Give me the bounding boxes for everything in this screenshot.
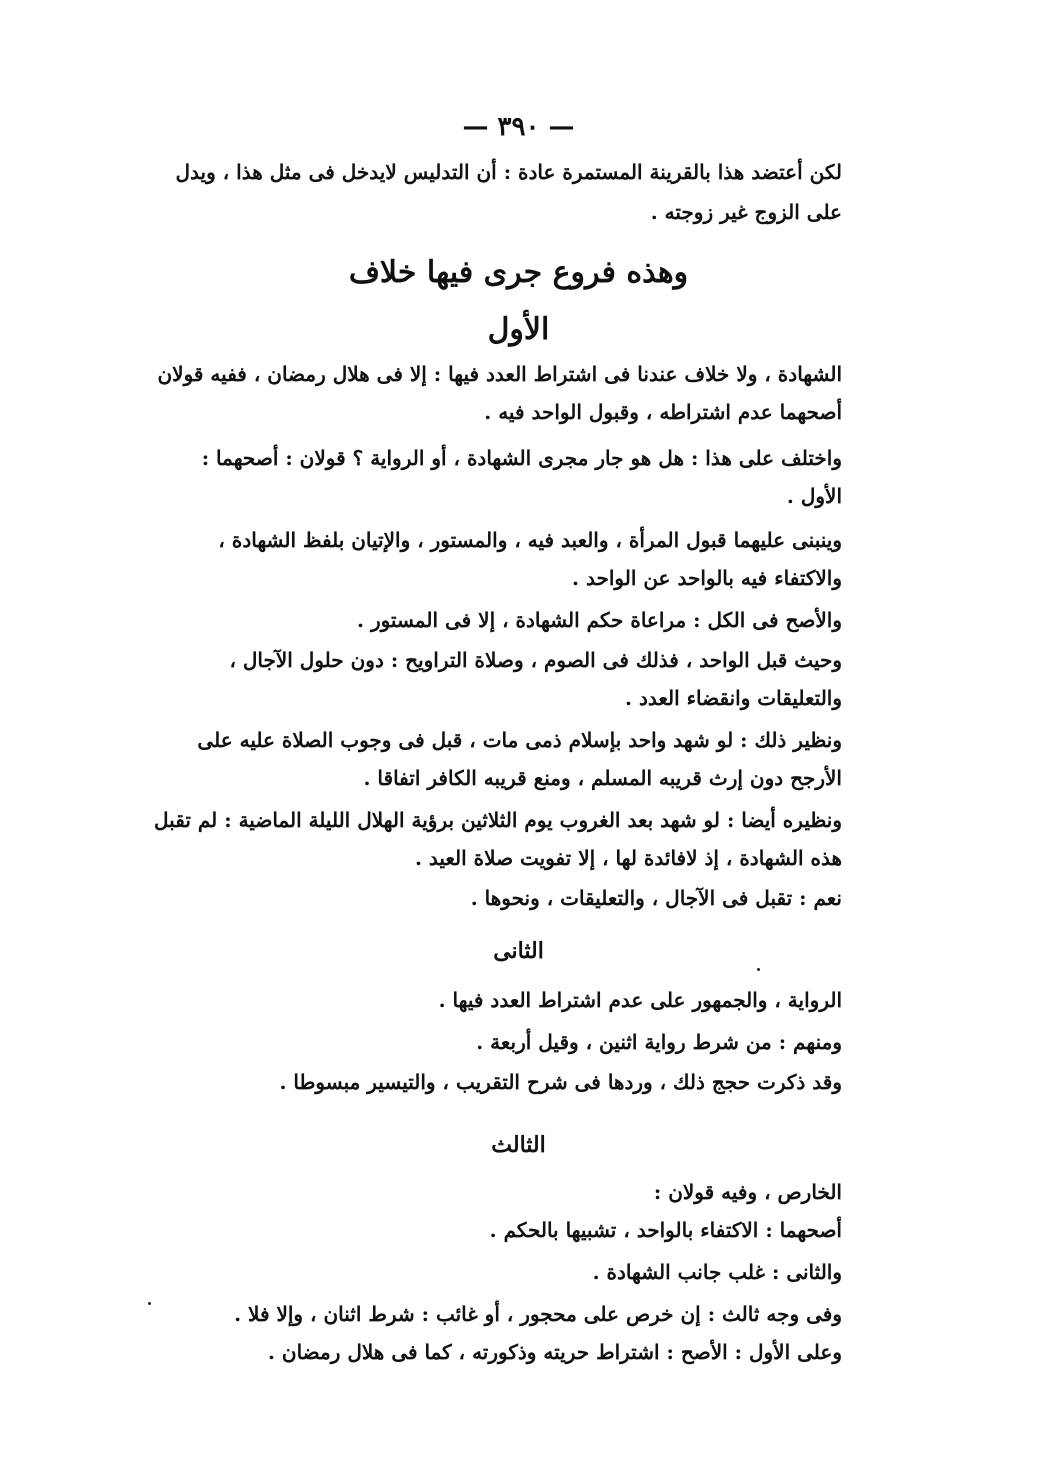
text-line: وفى وجه ثالث : إن خرص على محجور ، أو غائب : شرط اثنان ، وإلا فلا . <box>234 1302 842 1326</box>
text-line: أصحهما : الاكتفاء بالواحد ، تشبيها بالحكم . <box>489 1218 842 1242</box>
text-line: ونظير ذلك : لو شهد واحد بإسلام ذمى مات ، قبل فى وجوب الصلاة عليه على <box>197 728 842 752</box>
text-line: وقد ذكرت حجج ذلك ، وردها فى شرح التقريب ، والتيسير مبسوطا . <box>279 1070 842 1094</box>
text-line: وينبنى عليهما قبول المرأة ، والعبد فيه ، والمستور ، والإتيان بلفظ الشهادة ، <box>218 528 842 552</box>
ink-speck <box>148 1302 151 1305</box>
text-line: والاكتفاء فيه بالواحد عن الواحد . <box>572 566 842 590</box>
text-line: وحيث قبل الواحد ، فذلك فى الصوم ، وصلاة التراويح : دون حلول الآجال ، <box>229 648 842 672</box>
text-line: أصحهما عدم اشتراطه ، وقبول الواحد فيه . <box>484 400 842 424</box>
text-line: وعلى الأول : الأصح : اشتراط حريته وذكورته ، كما فى هلال رمضان . <box>267 1340 842 1364</box>
text-line: الشهادة ، ولا خلاف عندنا فى اشتراط العدد فيها : إلا فى هلال رمضان ، ففيه قولان <box>157 362 842 386</box>
text-line: والتعليقات وانقضاء العدد . <box>625 686 842 710</box>
page-number: — ٣٩٠ — <box>462 112 575 142</box>
section-heading-third: الثالث <box>491 1132 546 1158</box>
section-heading-second: الثانى <box>493 938 544 964</box>
text-line: لكن أعتضد هذا بالقرينة المستمرة عادة : أن التدليس لايدخل فى مثل هذا ، ويدل <box>175 160 842 184</box>
ink-speck <box>757 968 760 971</box>
text-line: نعم : تقبل فى الآجال ، والتعليقات ، ونحوها . <box>470 886 842 910</box>
section-heading-first: الأول <box>487 312 550 347</box>
text-line: والثانى : غلب جانب الشهادة . <box>592 1260 842 1284</box>
text-line: الرواية ، والجمهور على عدم اشتراط العدد فيها . <box>438 988 842 1012</box>
text-line: واختلف على هذا : هل هو جار مجرى الشهادة ، أو الرواية ؟ قولان : أصحهما : <box>201 446 842 470</box>
section-heading-branches: وهذه فروع جرى فيها خلاف <box>348 255 689 290</box>
text-line: هذه الشهادة ، إذ لافائدة لها ، إلا تفويت صلاة العيد . <box>414 846 842 870</box>
text-line: الخارص ، وفيه قولان : <box>653 1180 842 1204</box>
text-line: الأرجح دون إرث قريبه المسلم ، ومنع قريبه الكافر اتفاقا . <box>363 766 842 790</box>
text-line: ونظيره أيضا : لو شهد بعد الغروب يوم الثلاثين برؤية الهلال الليلة الماضية : لم تقبل <box>154 808 842 832</box>
text-line: ومنهم : من شرط رواية اثنين ، وقيل أربعة . <box>476 1030 842 1054</box>
text-line: الأول . <box>786 484 842 508</box>
text-line: والأصح فى الكل : مراعاة حكم الشهادة ، إلا فى المستور . <box>357 608 842 632</box>
text-line: على الزوج غير زوجته . <box>650 200 842 224</box>
